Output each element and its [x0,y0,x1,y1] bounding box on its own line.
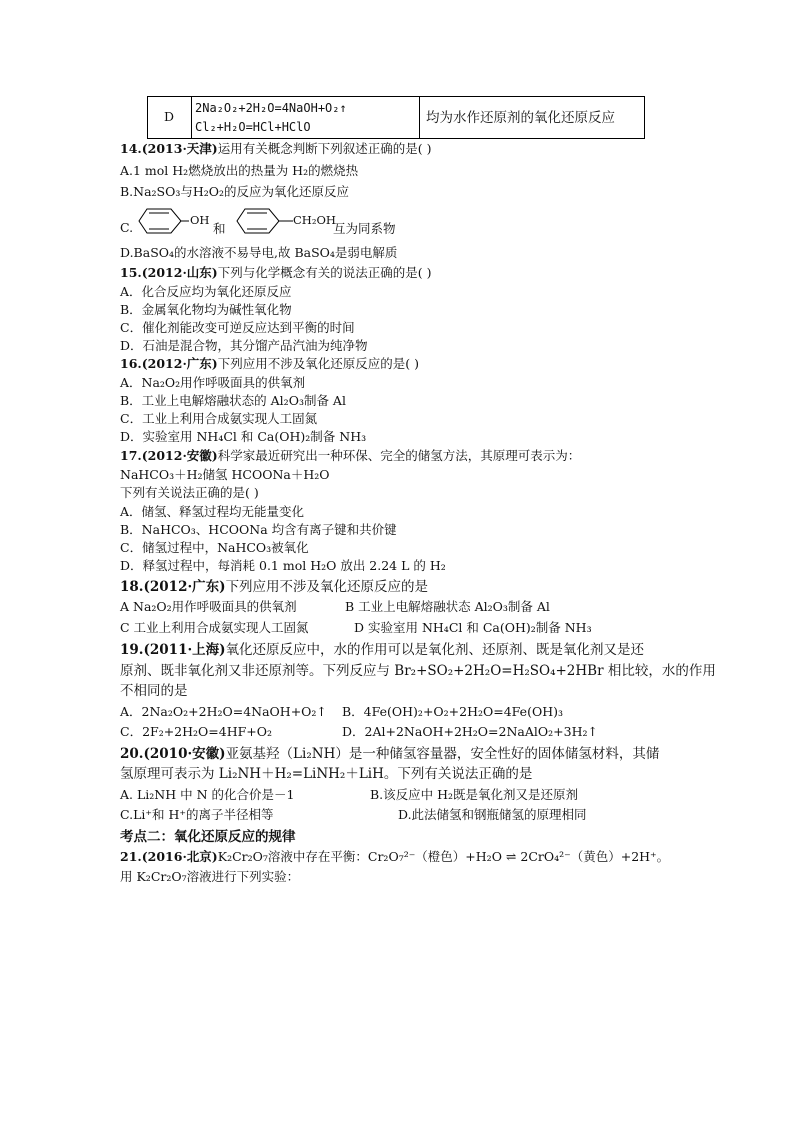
question-16-option-d: D．实验室用 NH₄Cl 和 Ca(OH)₂制备 NH₃ [120,429,367,444]
question-20-option-a: A. Li₂NH 中 N 的化合价是－1 [120,787,295,802]
question-text: 下列应用不涉及氧化还原反应的是( ) [217,356,419,371]
result-text: 均为水作还原剂的氧化还原反应 [426,110,615,126]
question-20-option-d: D.此法储氢和钢瓶储氢的原理相同 [398,807,587,822]
table-cell-result [420,97,644,138]
question-17-option-b: B．NaHCO₃、HCOONa 均含有离子键和共价键 [120,522,397,537]
question-18-option-a: A Na₂O₂用作呼吸面具的供氧剂 [120,599,297,614]
question-18-stem [120,577,428,597]
question-15-option-d: D．石油是混合物，其分馏产品汽油为纯净物 [120,338,368,353]
question-17-option-d: D．释氢过程中，每消耗 0.1 mol H₂O 放出 2.24 L 的 H₂ [120,558,446,573]
question-number: 21. [120,849,142,864]
question-15-option-b: B．金属氧化物均为碱性氧化物 [120,302,292,317]
question-number: 16. [120,356,142,371]
question-number: 20. [120,746,144,762]
question-text: 科学家最近研究出一种环保、完全的储氢方法，其原理可表示为： [217,448,581,463]
question-source: (2011·上海) [143,642,226,658]
question-19-option-a: A．2Na₂O₂+2H₂O=4NaOH+O₂↑ [120,704,327,719]
question-source: (2012·山东) [141,265,218,280]
question-14-option-b: B.Na₂SO₃与H₂O₂的反应为氧化还原反应 [120,184,350,199]
question-19-line-2: 原剂、既非氧化剂又非还原剂等。下列反应与 Br₂+SO₂+2H₂O=H₂SO₄+2HBr 相比较，水的作用 [120,663,716,679]
question-source: (2012·安徽) [141,448,218,463]
question-number: 19. [120,642,144,658]
question-18-option-d: D 实验室用 NH₄Cl 和 Ca(OH)₂制备 NH₃ [354,620,592,635]
question-15-option-c: C．催化剂能改变可逆反应达到平衡的时间 [120,320,355,335]
question-number: 14. [120,141,142,156]
question-text: 氧化还原反应中，水的作用可以是氧化剂、还原剂、既是氧化剂又是还 [225,642,645,658]
question-20-line-1 [120,744,659,764]
question-18-option-b: B 工业上电解熔融状态 Al₂O₃制备 Al [345,599,550,614]
question-16-stem [120,355,419,373]
question-14-option-c-suffix: 互为同系物 [333,221,396,236]
question-14-option-a: A.1 mol H₂燃烧放出的热量为 H₂的燃烧热 [120,163,359,178]
question-source: (2012·广东) [141,356,218,371]
question-21-line-2: 用 K₂Cr₂O₇溶液进行下列实验： [120,869,300,884]
question-text: 亚氨基羟（Li₂NH）是一种储氢容量器，安全性好的固体储氢材料，其储 [225,746,660,762]
question-20-option-c: C.Li⁺和 H⁺的离子半径相等 [120,807,274,822]
question-17-option-c: C．储氢过程中，NaHCO₃被氧化 [120,540,309,555]
question-text: 运用有关概念判断下列叙述正确的是( ) [217,141,432,156]
table-cell-equations [191,97,420,138]
question-19-line-1 [120,640,644,660]
section-heading: 考点二：氧化还原反应的规律 [120,829,296,845]
question-20-option-b: B.该反应中 H₂既是氧化剂又是还原剂 [370,787,579,802]
equation-2: Cl₂+H₂O=HCl+HClO [195,120,311,134]
question-14-stem [120,140,431,158]
question-number: 18. [120,579,144,595]
question-text: K₂Cr₂O₇溶液中存在平衡：Cr₂O₇²⁻（橙色）+H₂O ⇌ 2CrO₄²⁻（黄色）+2H⁺。 [217,849,670,864]
question-14-option-d: D.BaSO₄的水溶液不易导电,故 BaSO₄是弱电解质 [120,245,398,260]
question-18-option-c: C 工业上利用合成氨实现人工固氮 [120,620,309,635]
benzyl-ch2oh-label: CH₂OH [293,213,336,227]
question-number: 15. [120,265,142,280]
question-source: (2010·安徽) [143,746,226,762]
answer-table-row [147,96,645,139]
question-19-option-c: C．2F₂+2H₂O=4HF+O₂ [120,724,273,739]
question-21-line-1 [120,848,669,866]
question-14-option-c-and: 和 [213,221,226,236]
question-16-option-a: A．Na₂O₂用作呼吸面具的供氧剂 [120,375,306,390]
row-label: D [164,109,175,124]
question-17-equation: NaHCO₃＋H₂储氢 HCOONa＋H₂O [120,467,330,482]
question-20-line-2: 氢原理可表示为 Li₂NH＋H₂=LiNH₂＋LiH。下列有关说法正确的是 [120,766,533,782]
question-source: (2012·广东) [143,579,226,595]
question-text: 下列应用不涉及氧化还原反应的是 [225,579,429,595]
question-number: 17. [120,448,142,463]
question-16-option-b: B．工业上电解熔融状态的 Al₂O₃制备 Al [120,393,346,408]
question-source: (2013·天津) [141,141,218,156]
question-17-stem-2: 下列有关说法正确的是( ) [120,485,259,500]
question-19-option-b: B．4Fe(OH)₂+O₂+2H₂O=4Fe(OH)₃ [342,704,563,719]
question-17-stem [120,447,580,465]
phenol-oh-label: OH [190,213,210,227]
question-17-option-a: A．储氢、释氢过程均无能量变化 [120,504,305,519]
benzyl-alcohol-structure-icon [235,207,293,235]
question-19-line-3: 不相同的是 [120,683,188,699]
question-19-option-d: D．2Al+2NaOH+2H₂O=2NaAlO₂+3H₂↑ [342,724,598,739]
question-14-option-c-prefix: C. [120,220,134,235]
question-15-option-a: A．化合反应均为氧化还原反应 [120,284,292,299]
phenol-structure-icon [137,207,189,235]
equation-1: 2Na₂O₂+2H₂O=4NaOH+O₂↑ [195,101,347,115]
table-cell-label [148,97,192,138]
question-text: 下列与化学概念有关的说法正确的是( ) [217,265,432,280]
question-16-option-c: C．工业上利用合成氨实现人工固氮 [120,411,318,426]
question-source: (2016·北京) [141,849,218,864]
question-15-stem [120,264,431,282]
